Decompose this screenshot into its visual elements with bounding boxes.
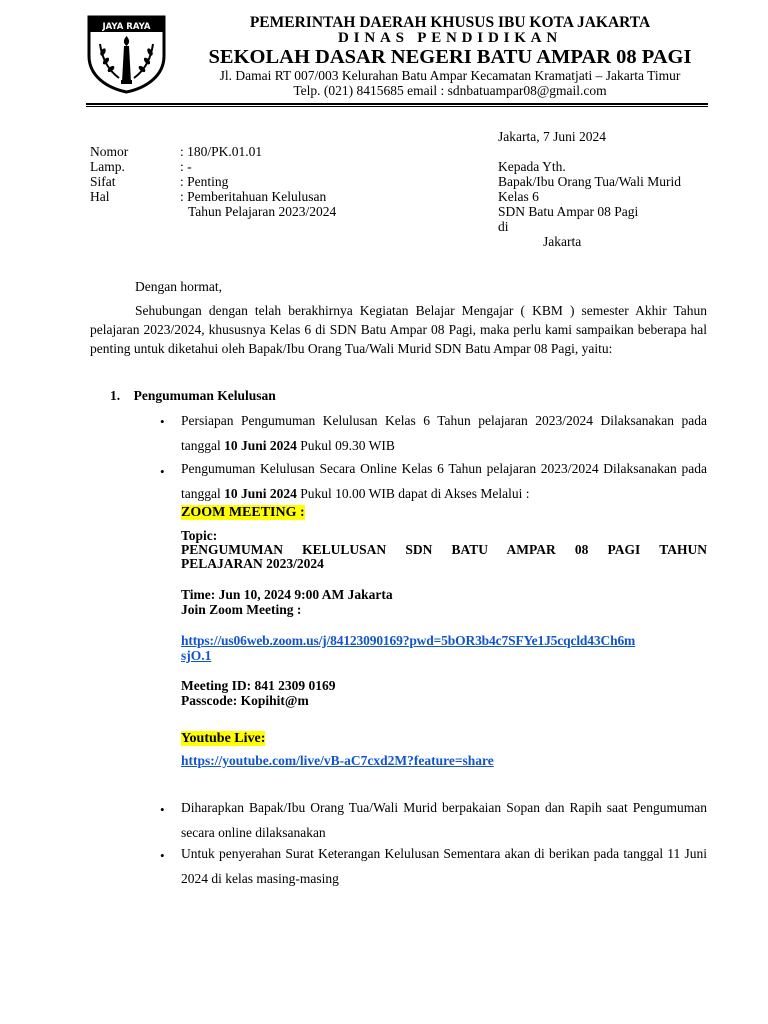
meta-label-hal: Hal (90, 189, 110, 204)
letter-date: Jakarta, 7 Juni 2024 (498, 129, 606, 144)
header-government: PEMERINTAH DAERAH KHUSUS IBU KOTA JAKARTA (249, 14, 651, 31)
youtube-heading: Youtube Live: (181, 731, 266, 746)
header-department: DINAS PENDIDIKAN (338, 30, 562, 46)
header-address: Jl. Damai RT 007/003 Kelurahan Batu Ampar Kecamatan Kramatjati – Jakarta Timur (219, 68, 681, 83)
zoom-topic-line1: PENGUMUMAN KELULUSAN SDN BATU AMPAR 08 PAGI TAHUN (181, 542, 707, 557)
meta-value-nomor: : 180/PK.01.01 (180, 144, 263, 159)
bullet-preparation (181, 408, 707, 458)
bullet-marker: • (160, 414, 165, 429)
recipient-line6: Jakarta (543, 234, 582, 249)
bullet2-text-post: Pukul 10.00 WIB dapat di Akses Melalui : (296, 486, 530, 501)
header-school-name: SEKOLAH DASAR NEGERI BATU AMPAR 08 PAGI (208, 46, 692, 68)
meta-label-nomor: Nomor (90, 144, 129, 159)
zoom-time: Time: Jun 10, 2024 9:00 AM Jakarta (181, 587, 393, 602)
zoom-heading: ZOOM MEETING : (181, 505, 305, 520)
intro-paragraph: Sehubungan dengan telah berakhirnya Kegiatan Belajar Mengajar ( KBM ) semester Akhir Tahun pelajaran 2023/2024, khususnya Kelas 6 di SDN Batu Ampar 08 Pagi, maka perlu kami sampaikan beberapa hal penting untuk diketahui oleh Bapak/Ibu Orang Tua/Wali Murid SDN Batu Ampar 08 Pagi, yaitu: (90, 303, 707, 356)
jaya-raya-logo (86, 14, 167, 94)
logo-text: JAYA RAYA (102, 22, 151, 32)
section-title-kelulusan: 1. Pengumuman Kelulusan (110, 388, 276, 403)
letterhead-rule-thick (86, 103, 708, 105)
bullet1-date: 10 Juni 2024 (224, 438, 297, 453)
youtube-link[interactable]: https://youtube.com/live/vB-aC7cxd2M?feature=share (181, 753, 494, 768)
zoom-link-line1[interactable]: https://us06web.zoom.us/j/84123090169?pwd=5bOR3b4c7SFYe1J5cqcld43Ch6m (181, 633, 636, 648)
meta-value-lamp: : - (180, 159, 192, 174)
bullet-marker: • (160, 848, 165, 863)
recipient-line2: Bapak/Ibu Orang Tua/Wali Murid (498, 174, 682, 189)
zoom-topic-label: Topic: (181, 528, 218, 543)
recipient-line1: Kepada Yth. (498, 159, 566, 174)
zoom-topic-line2: PELAJARAN 2023/2024 (181, 556, 324, 571)
bullet2-text-pre: Pengumuman Kelulusan Secara Online Kelas 6 Tahun pelajaran 2023/2024 Dilaksanakan pada tanggal (181, 461, 707, 501)
bullet-dress-code: Diharapkan Bapak/Ibu Orang Tua/Wali Murid berpakaian Sopan dan Rapih saat Pengumuman secara online dilaksanakan (181, 800, 707, 840)
meta-value-hal: : Pemberitahuan Kelulusan (180, 189, 327, 204)
zoom-join-label: Join Zoom Meeting : (181, 602, 302, 617)
zoom-link-line2[interactable]: sjO.1 (181, 648, 212, 663)
bullet-marker: • (160, 802, 165, 817)
recipient-line3: Kelas 6 (498, 189, 539, 204)
bullet1-text-post: Pukul 09.30 WIB (296, 438, 395, 453)
greeting: Dengan hormat, (135, 279, 222, 294)
bullet-certificate: Untuk penyerahan Surat Keterangan Kelulusan Sementara akan di berikan pada tanggal 11 Juni 2024 di kelas masing-masing (181, 846, 707, 886)
header-contact: Telp. (021) 8415685 email : sdnbatuampar08@gmail.com (293, 83, 607, 98)
zoom-heading-wrap (181, 505, 707, 520)
meta-value-sifat: : Penting (180, 174, 229, 189)
youtube-heading-wrap (181, 731, 707, 746)
bullet-marker: • (160, 464, 165, 479)
recipient-line4: SDN Batu Ampar 08 Pagi (498, 204, 639, 219)
recipient-line5: di (498, 219, 509, 234)
zoom-passcode: Passcode: Kopihit@m (181, 693, 309, 708)
bullet1-text-pre: Persiapan Pengumuman Kelulusan Kelas 6 Tahun pelajaran 2023/2024 Dilaksanakan pada tanggal (181, 413, 707, 453)
letterhead-rule-thin (86, 106, 708, 107)
bullet-online (181, 456, 707, 506)
meta-label-sifat: Sifat (90, 174, 116, 189)
meta-label-lamp: Lamp. (90, 159, 125, 174)
zoom-meeting-id: Meeting ID: 841 2309 0169 (181, 678, 336, 693)
bullet2-date: 10 Juni 2024 (224, 486, 297, 501)
meta-value-hal-line2: Tahun Pelajaran 2023/2024 (188, 204, 337, 219)
